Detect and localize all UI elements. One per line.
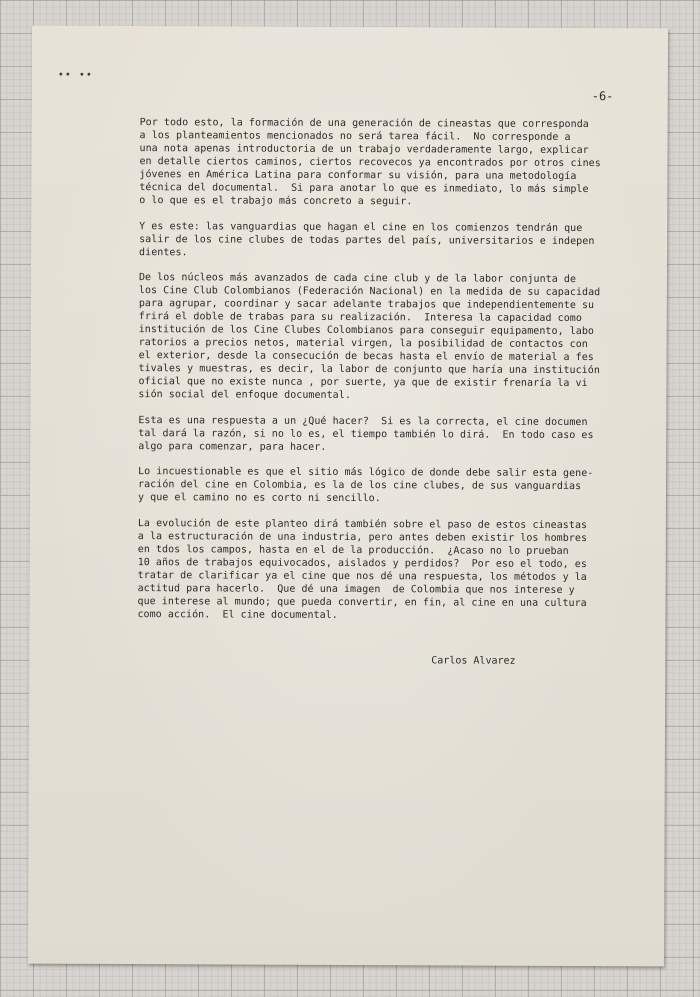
text-line: sión social del enfoque documental.	[138, 389, 351, 402]
text-line: algo para comenzar, para hacer.	[138, 440, 327, 453]
text-line: para agrupar, coordinar y sacar adelante trabajos que independientemente su	[138, 298, 595, 312]
text-line: como acción. El cine documental.	[137, 608, 338, 621]
text-line: institución de los Cine Clubes Colombianos para conseguir equipamento, labo	[138, 324, 595, 338]
text-line: que interese al mundo; que pueda convertir, en fin, al cine en una cultura	[137, 595, 587, 609]
text-line: tal dará la razón, si no lo es, el tiempo también lo dirá. En todo caso es	[138, 427, 594, 441]
text-line: a los planteamientos mencionados no será tarea fácil. No corresponde a	[139, 130, 571, 143]
paragraph-4	[138, 414, 658, 455]
text-line: a la estructuración de una industria, pero antes deben existir los hombres	[137, 530, 588, 544]
text-line: oficial que no existe nunca , por suerte, ya que de existir frenaría la vi	[138, 376, 588, 390]
page-number: -6-	[591, 89, 614, 104]
text-line: Por todo esto, la formación de una generación de cineastas que corresponda	[139, 117, 589, 131]
text-line: el exterior, desde la consecución de becas hasta el envío de material a fes	[138, 350, 594, 364]
text-line: Y es este: las vanguardias que hagan el cine en los comienzos tendrán que	[139, 220, 583, 234]
document-page	[28, 26, 668, 967]
paragraph-2	[139, 220, 659, 261]
text-line: y que el camino no es corto ni sencillo.	[137, 492, 381, 505]
text-line: jóvenes en América Latina para conformar su visión, para una metodología	[139, 169, 577, 182]
paragraph-3	[138, 271, 659, 403]
text-line: tratar de clarificar ya el cine que nos dé una respuesta, los métodos y la	[137, 569, 587, 583]
text-line: De los núcleos más avanzados de cada cine club y de la labor conjunta de	[138, 272, 577, 285]
author-signature: Carlos Alvarez	[431, 655, 516, 667]
text-line: 10 años de trabajos equivocados, aislados y perdidos? Por eso el todo, es	[137, 556, 587, 570]
text-line: ración del cine en Colombia, es la de los cine clubes, de sus vanguardias	[138, 479, 582, 493]
text-line: tivales y muestras, es decir, la labor de conjunto que haría una institución	[138, 363, 600, 377]
text-line: o lo que es el trabajo más concreto a seguir.	[139, 195, 413, 208]
text-line: una nota apenas introductoria de un trabajo verdaderamente largo, explicar	[139, 143, 589, 157]
punch-marks: •• ••	[57, 69, 93, 81]
text-line: técnica del documental. Si para anotar lo que es inmediato, lo más simple	[139, 182, 589, 196]
text-line: Esta es una respuesta a un ¿Qué hacer? Si es la correcta, el cine documen	[138, 414, 588, 428]
text-line: en detalle ciertos caminos, ciertos recovecos ya encontrados por otros cines	[139, 156, 601, 170]
paragraph-6	[137, 517, 657, 623]
text-line: ratorios a precios netos, material virgen, la posibilidad de contactos con	[138, 337, 588, 351]
text-line: frirá el doble de trabas para su realización. Interesa la capacidad como	[138, 311, 582, 325]
text-line: actitud para hacerlo. Que dé una imagen de Colombia que nos interese y	[137, 582, 575, 596]
body-text	[137, 116, 659, 635]
text-line: dientes.	[139, 246, 188, 258]
text-line: Lo incuestionable es que el sitio más lógico de donde debe salir esta gene-	[138, 466, 594, 480]
text-line: en tdos los campos, hasta en el de la producción. ¿Acaso no lo prueban	[137, 543, 569, 557]
paragraph-1	[139, 116, 659, 209]
text-line: los Cine Club Colombianos (Federación Nacional) en la medida de su capacidad	[138, 285, 601, 299]
text-line: La evolución de este planteo dirá también sobre el paso de estos cineastas	[137, 517, 588, 531]
text-line: salir de los cine clubes de todas partes del país, universitarios e indepen	[139, 233, 595, 247]
paragraph-5	[138, 465, 658, 506]
